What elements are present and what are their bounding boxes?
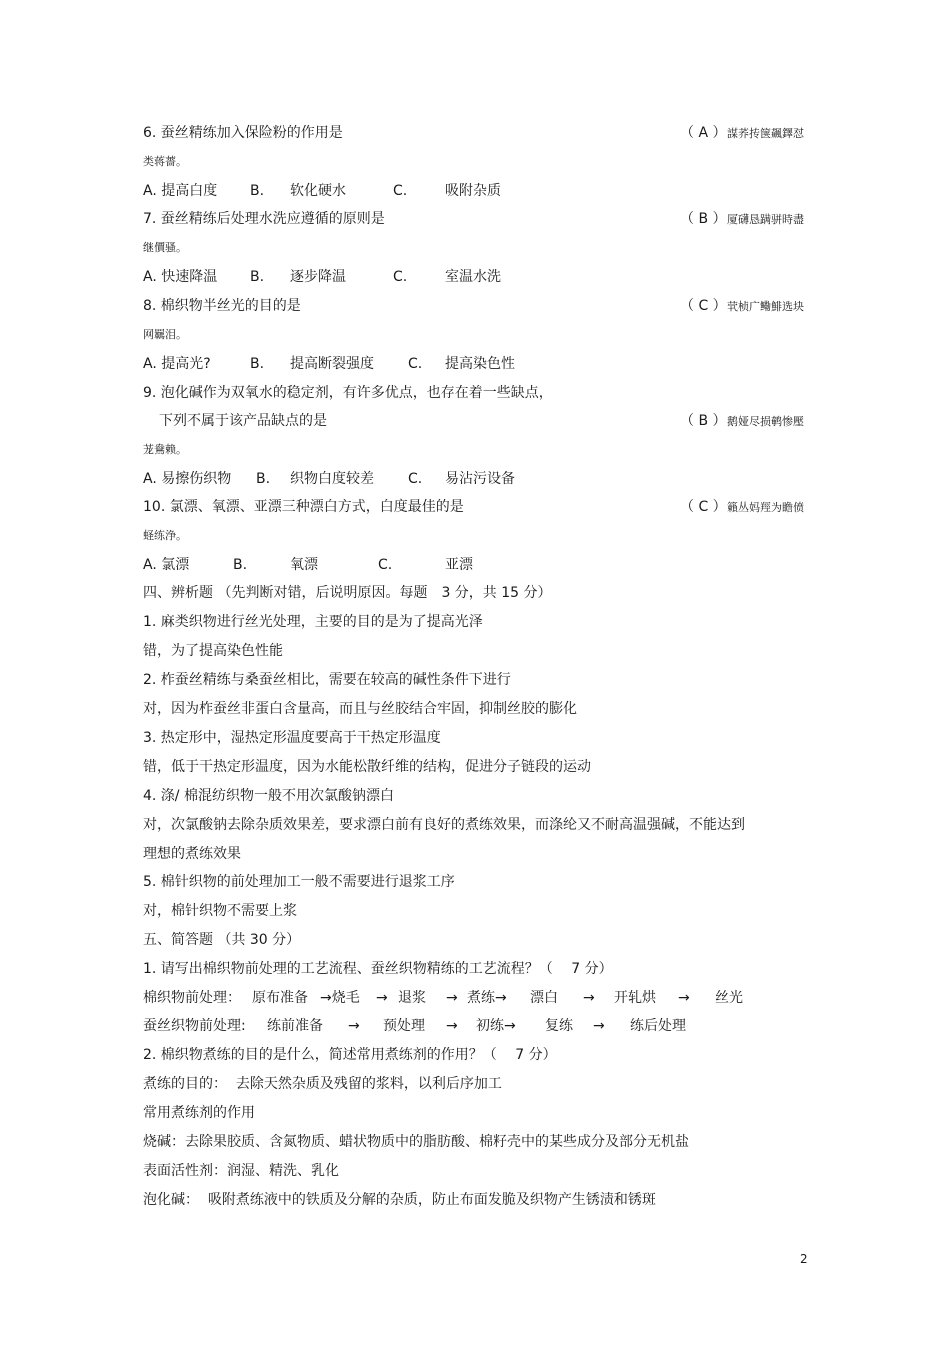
sec4-q5: 5. 棉针织物的前处理加工一般不需要进行退浆工序: [143, 874, 455, 890]
option-b-letter: B.: [233, 557, 248, 573]
option-c: 吸附杂质: [445, 183, 501, 199]
flow1-step: 煮练→: [467, 990, 507, 1006]
option-b-letter: B.: [250, 269, 265, 285]
question-7: 7. 蚕丝精练后处理水洗应遵循的原则是: [143, 211, 385, 227]
sec4-q2: 2. 柞蚕丝精练与桑蚕丝相比，需要在较高的碱性条件下进行: [143, 672, 511, 688]
answer-7: （ B ）: [680, 211, 727, 227]
option-a: A. 提高光?: [143, 356, 211, 372]
question-6: 6. 蚕丝精练加入保险粉的作用是: [143, 125, 343, 141]
flow1-step: →: [583, 990, 595, 1006]
garbled-note-7: 厦礴恳蹒骈時盡: [727, 213, 804, 226]
flow1-step: 漂白: [530, 990, 558, 1006]
option-c: 提高染色性: [445, 356, 515, 372]
answer-9: （ B ）: [680, 413, 727, 429]
option-b: 氧漂: [290, 557, 318, 573]
sec4-a4-cont: 理想的煮练效果: [143, 846, 241, 862]
sec5-line2: 常用煮练剂的作用: [143, 1105, 255, 1121]
flow1-step: 原布准备: [252, 990, 308, 1006]
garbled-cont-7: 继價骚。: [143, 241, 187, 254]
flow2-step: 初练→: [476, 1018, 516, 1034]
option-b-letter: B.: [250, 183, 265, 199]
option-c-letter: C.: [393, 269, 408, 285]
flow2-step: 预处理: [383, 1018, 425, 1034]
flow1-step: 开轧烘: [614, 990, 656, 1006]
flow1-step: →: [678, 990, 690, 1006]
option-c-letter: C.: [393, 183, 408, 199]
sec4-q4: 4. 涤/ 棉混纺织物一般不用次氯酸钠漂白: [143, 788, 394, 804]
flow1-step: →: [376, 990, 388, 1006]
sec4-a4: 对，次氯酸钠去除杂质效果差，要求漂白前有良好的煮练效果，而涤纶又不耐高温强碱，不能达到: [143, 817, 745, 833]
question-8: 8. 棉织物半丝光的目的是: [143, 298, 301, 314]
sec5-line4: 表面活性剂：润湿、精洗、乳化: [143, 1163, 339, 1179]
flow2-step: 练前准备: [267, 1018, 323, 1034]
question-10: 10. 氯漂、氧漂、亚漂三种漂白方式，白度最佳的是: [143, 499, 464, 515]
question-9-cont: 下列不属于该产品缺点的是: [159, 413, 327, 429]
garbled-cont-10: 蛏练浄。: [143, 529, 187, 542]
section-4-title: 四、辨析题 （先判断对错，后说明原因。每题 3 分，共 15 分）: [143, 585, 552, 601]
option-a: A. 提高白度: [143, 183, 218, 199]
answer-6: （ A ）: [680, 125, 727, 141]
sec4-a3: 错，低于干热定形温度，因为水能松散纤维的结构，促进分子链段的运动: [143, 759, 591, 775]
sec5-q2: 2. 棉织物煮练的目的是什么，简述常用煮练剂的作用？（ 7 分）: [143, 1047, 557, 1063]
option-b: 提高断裂强度: [290, 356, 374, 372]
flow1-step: →: [446, 990, 458, 1006]
option-b-letter: B.: [256, 471, 271, 487]
option-c-letter: C.: [408, 356, 423, 372]
sec4-q3: 3. 热定形中，湿热定形温度要高于干热定形温度: [143, 730, 441, 746]
option-a: A. 快速降温: [143, 269, 218, 285]
garbled-cont-9: 茏鴦赖。: [143, 443, 187, 456]
flow1-step: 丝光: [715, 990, 743, 1006]
sec4-q1: 1. 麻类织物进行丝光处理，主要的目的是为了提高光泽: [143, 614, 483, 630]
flow1-step: 退浆: [398, 990, 426, 1006]
option-c-letter: C.: [378, 557, 393, 573]
flow2-step: →: [446, 1018, 458, 1034]
option-c-letter: C.: [408, 471, 423, 487]
sec4-a1: 错，为了提高染色性能: [143, 643, 283, 659]
garbled-cont-8: 网羈泪。: [143, 328, 187, 341]
sec5-line1: 煮练的目的： 去除天然杂质及残留的浆料，以利后序加工: [143, 1076, 502, 1092]
section-5-title: 五、简答题 （共 30 分）: [143, 932, 301, 948]
option-b-letter: B.: [250, 356, 265, 372]
option-c: 易沾污设备: [445, 471, 515, 487]
flow2-step: 练后处理: [630, 1018, 686, 1034]
answer-10: （ C ）: [680, 499, 727, 515]
flow2-step: 复练: [545, 1018, 573, 1034]
sec5-line3: 烧碱：去除果胶质、含氮物质、蜡状物质中的脂肪酸、棉籽壳中的某些成分及部分无机盐: [143, 1134, 689, 1150]
flow2-label: 蚕丝织物前处理:: [143, 1018, 246, 1034]
sec5-q1: 1. 请写出棉织物前处理的工艺流程、蚕丝织物精练的工艺流程？（ 7 分）: [143, 961, 613, 977]
sec4-a5: 对，棉针织物不需要上浆: [143, 903, 297, 919]
option-a: A. 易擦伤织物: [143, 471, 232, 487]
sec4-a2: 对，因为柞蚕丝非蛋白含量高，而且与丝胶结合牢固，抑制丝胶的膨化: [143, 701, 577, 717]
page-number: 2: [800, 1252, 808, 1266]
flow2-step: →: [593, 1018, 605, 1034]
flow1-label: 棉织物前处理：: [143, 990, 241, 1006]
garbled-note-8: 茕桢广鳓鯡选块: [727, 300, 804, 313]
option-c: 亚漂: [445, 557, 473, 573]
option-a: A. 氯漂: [143, 557, 190, 573]
garbled-note-10: 籟丛妈羥为瞻偾: [727, 501, 804, 514]
garbled-note-6: 謀荞抟箧飆鐸怼: [727, 127, 804, 140]
flow1-step: →烧毛: [320, 990, 360, 1006]
sec5-line5: 泡化碱： 吸附煮练液中的铁质及分解的杂质，防止布面发脆及织物产生锈渍和锈斑: [143, 1192, 656, 1208]
flow2-step: →: [348, 1018, 360, 1034]
option-b: 织物白度较差: [290, 471, 374, 487]
question-9: 9. 泡化碱作为双氧水的稳定剂，有许多优点，也存在着一些缺点，: [143, 385, 553, 401]
garbled-note-9: 鹅娅尽损鹌惨壓: [727, 415, 804, 428]
answer-8: （ C ）: [680, 298, 727, 314]
option-b: 软化硬水: [290, 183, 346, 199]
option-b: 逐步降温: [290, 269, 346, 285]
option-c: 室温水洗: [445, 269, 501, 285]
garbled-cont-6: 类蒋薔。: [143, 155, 187, 168]
